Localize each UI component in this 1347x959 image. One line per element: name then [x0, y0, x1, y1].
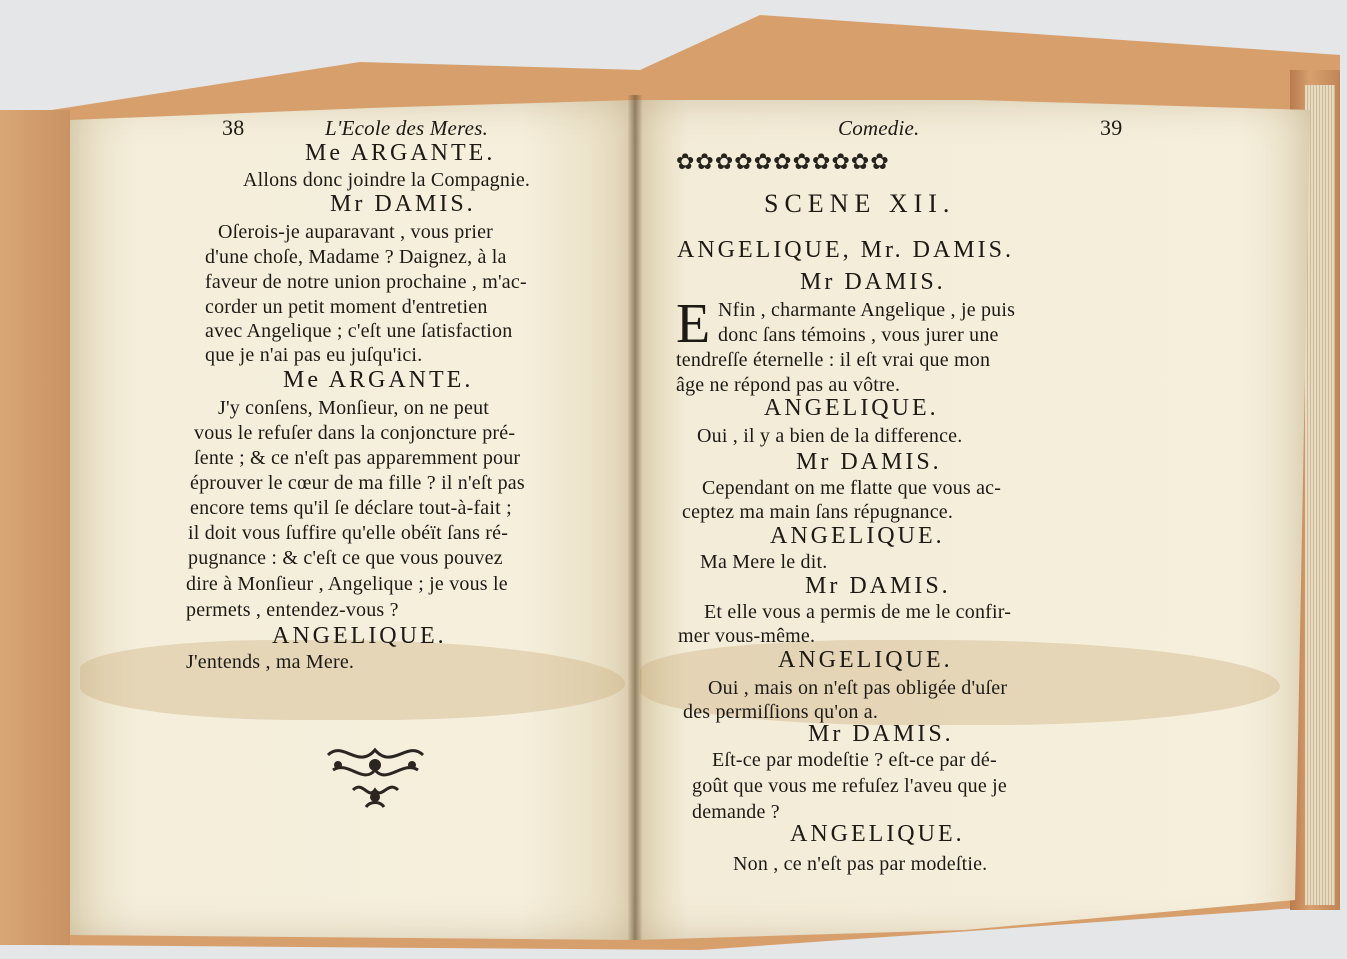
- text-line: Oui , il y a bien de la difference.: [697, 425, 963, 447]
- text-line: Et elle vous a permis de me le confir-: [704, 601, 1012, 623]
- drop-cap: E: [676, 293, 711, 355]
- text-line: Eſt-ce par modeſtie ? eſt-ce par dé-: [712, 749, 997, 771]
- text-line: J'entends , ma Mere.: [186, 651, 355, 673]
- text-line: âge ne répond pas au vôtre.: [676, 374, 901, 396]
- page-block-edge: [1305, 85, 1335, 905]
- text-line: faveur de notre union prochaine , m'ac-: [205, 271, 527, 293]
- left-running-head: L'Ecole des Meres.: [325, 116, 489, 140]
- text-line: pugnance : & c'eſt ce que vous pouvez: [188, 547, 503, 569]
- text-line: Cependant on me flatte que vous ac-: [702, 477, 1002, 499]
- headpiece-ornament: ✿✿✿✿✿✿✿✿✿✿✿: [676, 150, 890, 175]
- text-line: ceptez ma main ſans répugnance.: [682, 501, 954, 523]
- speaker-label: Mr DAMIS.: [330, 191, 476, 217]
- text-line: encore tems qu'il ſe déclare tout-à-fait ;: [190, 497, 512, 519]
- text-line: avec Angelique ; c'eſt une ſatisfaction: [205, 320, 513, 342]
- right-running-head: Comedie.: [838, 116, 920, 140]
- speaker-label: ANGELIQUE.: [778, 647, 953, 673]
- speaker-label: ANGELIQUE.: [770, 523, 945, 549]
- book-cover-left-edge: [0, 110, 70, 945]
- text-line: Oui , mais on n'eſt pas obligée d'uſer: [708, 677, 1008, 699]
- speaker-label: Mr DAMIS.: [800, 269, 946, 295]
- text-line: vous le refuſer dans la conjoncture pré-: [194, 422, 516, 444]
- speaker-label: Mr DAMIS.: [805, 573, 951, 599]
- text-line: J'y conſens, Monſieur, on ne peut: [218, 397, 490, 419]
- speaker-label: Me ARGANTE.: [305, 140, 496, 166]
- text-line: il doit vous ſuffire qu'elle obéït ſans ré-: [188, 522, 509, 544]
- text-line: Ma Mere le dit.: [700, 551, 828, 573]
- text-line: ſente ; & ce n'eſt pas apparemment pour: [194, 447, 521, 469]
- text-line: d'une choſe, Madame ? Daignez, à la: [205, 246, 507, 268]
- text-line: demande ?: [692, 801, 780, 823]
- text-line: tendreſſe éternelle : il eſt vrai que mon: [676, 349, 991, 371]
- text-line: mer vous-même.: [678, 625, 816, 647]
- right-page-number: 39: [1100, 115, 1123, 140]
- text-line: Nfin , charmante Angelique , je puis: [718, 299, 1016, 321]
- book-gutter: [628, 95, 642, 940]
- text-line: Allons donc joindre la Compagnie.: [243, 169, 531, 191]
- speaker-label: ANGELIQUE.: [790, 821, 965, 847]
- text-line: dire à Monſieur , Angelique ; je vous le: [186, 573, 508, 595]
- speaker-label: Mr DAMIS.: [808, 721, 954, 747]
- left-page-number: 38: [222, 115, 245, 140]
- scene-characters: ANGELIQUE, Mr. DAMIS.: [677, 237, 1014, 263]
- tailpiece-ornament: [318, 735, 433, 820]
- speaker-label: ANGELIQUE.: [764, 395, 939, 421]
- text-line: des permiſſions qu'on a.: [683, 701, 879, 723]
- text-line: Oſerois-je auparavant , vous prier: [218, 221, 494, 243]
- text-line: éprouver le cœur de ma fille ? il n'eſt pas: [190, 472, 525, 494]
- scene-title: SCENE XII.: [764, 189, 956, 218]
- speaker-label: Me ARGANTE.: [283, 367, 474, 393]
- speaker-label: ANGELIQUE.: [272, 623, 447, 649]
- text-line: permets , entendez-vous ?: [186, 599, 399, 621]
- text-line: corder un petit moment d'entretien: [205, 296, 488, 318]
- text-line: que je n'ai pas eu juſqu'ici.: [205, 344, 423, 366]
- text-line: goût que vous me refuſez l'aveu que je: [692, 775, 1007, 797]
- speaker-label: Mr DAMIS.: [796, 449, 942, 475]
- text-line: donc ſans témoins , vous jurer une: [718, 324, 999, 346]
- text-line: Non , ce n'eſt pas par modeſtie.: [733, 853, 988, 875]
